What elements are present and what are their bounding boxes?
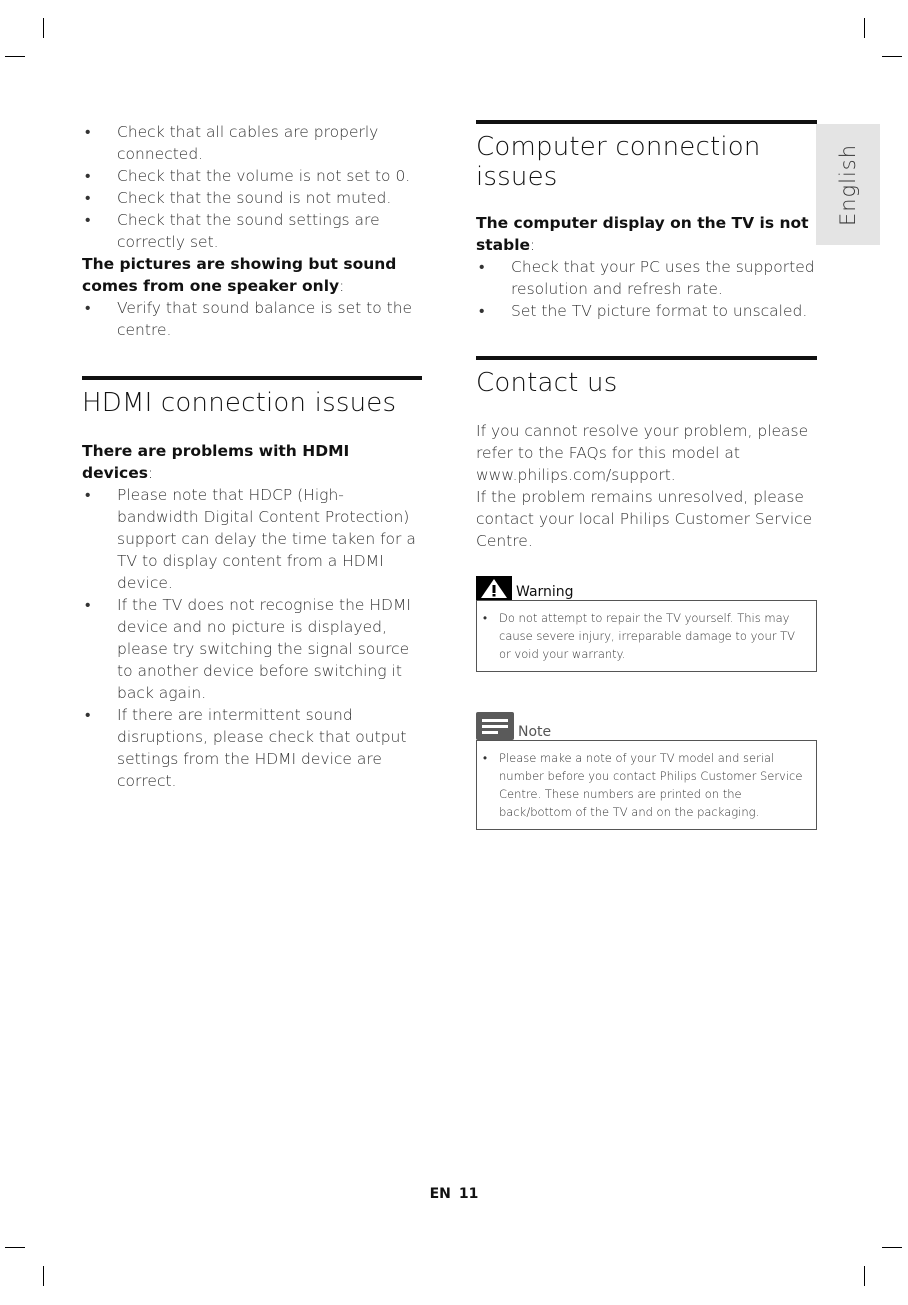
sound-bullet-list (82, 121, 422, 253)
crop-mark-br-h (882, 1247, 902, 1248)
right-column (476, 120, 817, 830)
question-heading: There are problems with HDMI devices: (82, 442, 350, 482)
section-rule (476, 356, 817, 360)
question-heading: The computer display on the TV is not stable: (476, 214, 809, 254)
crop-mark-tl-v (43, 18, 44, 38)
list-item: • Check that all cables are properly connected. (85, 123, 379, 163)
warning-icon (476, 576, 512, 600)
list-item: • Verify that sound balance is set to the centre. (85, 299, 413, 339)
section-title-contact: Contact us (476, 368, 618, 398)
warning-label: Warning (516, 584, 574, 600)
warning-box (476, 600, 817, 672)
crop-mark-br-v (864, 1266, 865, 1286)
note-label: Note (518, 724, 552, 740)
balance-bullet-list (82, 297, 422, 341)
crop-mark-tl-h (5, 56, 25, 57)
language-tab-label: English (836, 143, 860, 226)
crop-mark-bl-v (43, 1266, 44, 1286)
list-item: • Check that your PC uses the supported resolution and refresh rate. (479, 258, 815, 298)
list-item: • If there are intermittent sound disruptions, please check that output settings from the HDMI device are correct. (85, 706, 407, 790)
list-item: • Please note that HDCP (High-bandwidth Digital Content Protection) support can delay the time taken for a TV to display content from a HDMI device. (85, 486, 416, 592)
crop-mark-bl-h (5, 1247, 25, 1248)
crop-mark-tr-v (864, 18, 865, 38)
list-item: • Check that the sound is not muted. (85, 189, 392, 207)
contact-paragraph: If the problem remains unresolved, please contact your local Philips Customer Service Centre. (476, 488, 813, 550)
note-box (476, 740, 817, 830)
question-heading: The pictures are showing but sound comes from one speaker only: (82, 255, 397, 295)
left-column (82, 121, 422, 792)
crop-mark-tr-h (882, 56, 902, 57)
contact-paragraph: If you cannot resolve your problem, please refer to the FAQs for this model at www.philips.com/support. (476, 422, 809, 484)
note-icon (476, 712, 514, 740)
language-tab (816, 124, 880, 245)
footer-lang: EN (429, 1186, 451, 1202)
list-item: • Set the TV picture format to unscaled. (479, 302, 808, 320)
computer-bullet-list (476, 256, 817, 322)
list-item: • Check that the sound settings are correctly set. (85, 211, 380, 251)
list-item: • Check that the volume is not set to 0. (85, 167, 411, 185)
page-number: 11 (458, 1186, 479, 1202)
section-title-hdmi: HDMI connection issues (82, 388, 397, 418)
hdmi-bullet-list (82, 484, 422, 792)
list-item: • Please make a note of your TV model and serial number before you contact Philips Customer Service Centre. These numbers are printed on the back/bottom of the TV and on the packaging. (483, 751, 803, 819)
section-rule (476, 120, 817, 124)
section-rule (82, 376, 422, 380)
note-header (476, 712, 817, 740)
warning-header (476, 576, 817, 600)
list-item: • If the TV does not recognise the HDMI device and no picture is displayed, please try switching the signal source to another device before switching it back again. (85, 596, 411, 702)
list-item: • Do not attempt to repair the TV yourself. This may cause severe injury, irreparable damage to your TV or void your warranty. (483, 611, 796, 661)
page-footer (0, 1186, 908, 1202)
section-title-computer: Computer connection issues (476, 132, 761, 192)
